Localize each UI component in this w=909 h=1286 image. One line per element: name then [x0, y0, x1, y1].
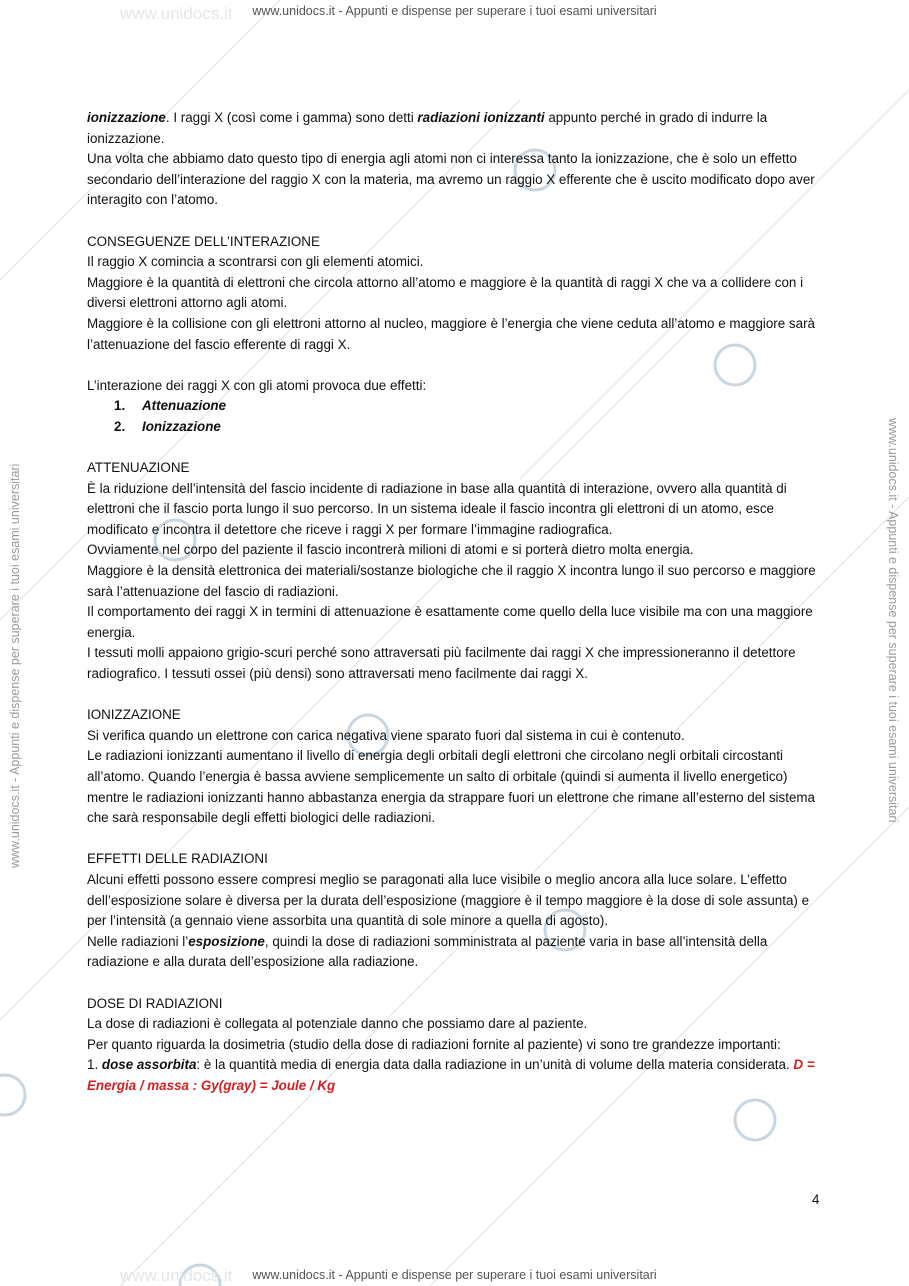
ghost-watermark-top: www.unidocs.it: [120, 4, 233, 23]
heading-effetti-radiazioni: EFFETTI DELLE RADIAZIONI: [87, 851, 268, 867]
list-item-label: Attenuazione: [142, 398, 227, 414]
dose-paragraph-2: Per quanto riguarda la dosimetria (studio della dose di radiazioni fornite al paziente) vi sono tre grandezze importanti:: [87, 1036, 781, 1052]
effetti-text-2: , quindi la dose di radiazioni somministrata al paziente varia in base all’intensità della radiazione e alla durata dell’esposizione alla radiazione.: [87, 933, 768, 970]
list-item: [114, 396, 827, 417]
attenuazione-paragraph-3: Maggiore è la densità elettronica dei materiali/sostanze biologiche che il raggio X incontra lungo il suo percorso e maggiore sarà l’attenuazione del fascio di radiazioni.: [87, 563, 816, 599]
conseguenze-paragraph-2: Maggiore è la quantità di elettroni che circola attorno all’atomo e maggiore è la quantità di raggi X che va a collidere con i diversi elettroni attorno agli atomi.: [87, 274, 804, 311]
ionizzazione-paragraph-1: Si verifica quando un elettrone con carica negativa viene sparato fuori dal sistema in cui è contenuto.: [87, 727, 685, 743]
dose-paragraph-1: La dose di radiazioni è collegata al potenziale danno che possiamo dare al paziente.: [87, 1016, 588, 1032]
effetti-paragraph-2: [87, 932, 827, 973]
attenuazione-paragraph-5: I tessuti molli appaiono grigio-scuri perché sono attraversati più facilmente dai raggi X che impressioneranno il detettore radiografico. I tessuti ossei (più densi) sono attraversati meno facilmente dai raggi X.: [87, 645, 796, 682]
ghost-watermark-bottom: www.unidocs.it: [120, 1266, 233, 1285]
dose-paragraph-3: [87, 1055, 827, 1096]
ionizzazione-paragraph-2: Le radiazioni ionizzanti aumentano il livello di energia degli orbitali degli elettroni che circolano negli orbitali circostanti all’atomo. Quando l’energia è bassa avviene semplicemente un salto di orbitale (quindi si aumenta il livello energetico) mentre le radiazioni ionizzanti hanno abbastanza energia da strappare fuori un elettrone che rimane all’esterno del sistema che sarà responsabile degli effetti biologici delle radiazioni.: [87, 748, 815, 826]
heading-conseguenze: CONSEGUENZE DELL’INTERAZIONE: [87, 233, 320, 249]
left-side-watermark: www.unidocs.it - Appunti e dispense per superare i tuoi esami universitari: [8, 463, 22, 868]
term-radiazioni-ionizzanti: radiazioni ionizzanti: [417, 110, 545, 125]
right-side-watermark: www.unidocs.it - Appunti e dispense per superare i tuoi esami universitari: [886, 418, 900, 823]
term-esposizione: esposizione: [188, 933, 265, 949]
effects-intro: L’interazione dei raggi X con gli atomi provoca due effetti:: [87, 377, 427, 393]
list-item-number: 2.: [114, 418, 126, 434]
dose-num: 1.: [87, 1057, 102, 1073]
top-watermark-banner: www.unidocs.it - Appunti e dispense per superare i tuoi esami universitari: [252, 4, 657, 18]
heading-ionizzazione: IONIZZAZIONE: [87, 707, 181, 723]
intro-text-2: appunto perché in grado di indurre la ionizzazione.: [87, 110, 768, 146]
effects-list: [87, 396, 827, 437]
term-ionizzazione: ionizzazione: [87, 110, 166, 125]
dose-formula: D = Energia / massa : Gy(gray) = Joule / Kg: [87, 1057, 815, 1093]
heading-attenuazione: ATTENUAZIONE: [87, 460, 190, 476]
list-item: [114, 417, 827, 438]
intro-text-1: . I raggi X (così come i gamma) sono detti: [165, 110, 418, 125]
effetti-paragraph-1: Alcuni effetti possono essere compresi meglio se paragonati alla luce visibile o meglio ancora alla luce solare. L’effetto dell’esposizione solare è diversa per la durata dell’esposizione (maggiore è il tempo maggiore è la dose di sole assunta) e per l’intensità (a gennaio viene assorbita una quantità di sole minore a quella di agosto).: [87, 871, 810, 929]
attenuazione-paragraph-1: È la riduzione dell’intensità del fascio incidente di radiazione in base alla quantità di interazione, ovvero alla quantità di elettroni che il fascio porta lungo il suo percorso. In un sistema ideale il fascio incontra gli elettroni di un atomo, esce modificato e incontra il detettore che riceve i raggi X per formare l’immagine radiografica.: [87, 480, 787, 537]
intro-paragraph-2: Una volta che abbiamo dato questo tipo di energia agli atomi non ci interessa tanto la ionizzazione, che è solo un effetto secondario dell’interazione del raggio X con la materia, ma avremo un raggio X efferente che è uscito modificato dopo aver interagito con l’atomo.: [87, 151, 815, 208]
page-number: 4: [812, 1192, 820, 1207]
list-item-label: Ionizzazione: [142, 418, 221, 434]
heading-dose: DOSE DI RADIAZIONI: [87, 995, 223, 1011]
effetti-text-1: Nelle radiazioni l’: [87, 933, 189, 949]
dose-text: : è la quantità media di energia data dalla radiazione in un’unità di volume della materia considerata.: [196, 1057, 794, 1073]
term-dose-assorbita: dose assorbita: [101, 1057, 197, 1073]
list-item-number: 1.: [114, 398, 126, 414]
intro-paragraph: [87, 108, 827, 149]
conseguenze-paragraph-3: Maggiore è la collisione con gli elettroni attorno al nucleo, maggiore è l’energia che viene ceduta all’atomo e maggiore sarà l’attenuazione del fascio efferente di raggi X.: [87, 315, 815, 352]
attenuazione-paragraph-4: Il comportamento dei raggi X in termini di attenuazione è esattamente come quello della luce visibile ma con una maggiore energia.: [87, 604, 813, 640]
attenuazione-paragraph-2: Ovviamente nel corpo del paziente il fascio incontrerà milioni di atomi e si porterà dietro molta energia.: [87, 542, 694, 558]
bottom-watermark-banner: www.unidocs.it - Appunti e dispense per superare i tuoi esami universitari: [252, 1268, 657, 1282]
conseguenze-paragraph-1: Il raggio X comincia a scontrarsi con gli elementi atomici.: [87, 254, 424, 270]
document-body: [87, 108, 827, 1097]
